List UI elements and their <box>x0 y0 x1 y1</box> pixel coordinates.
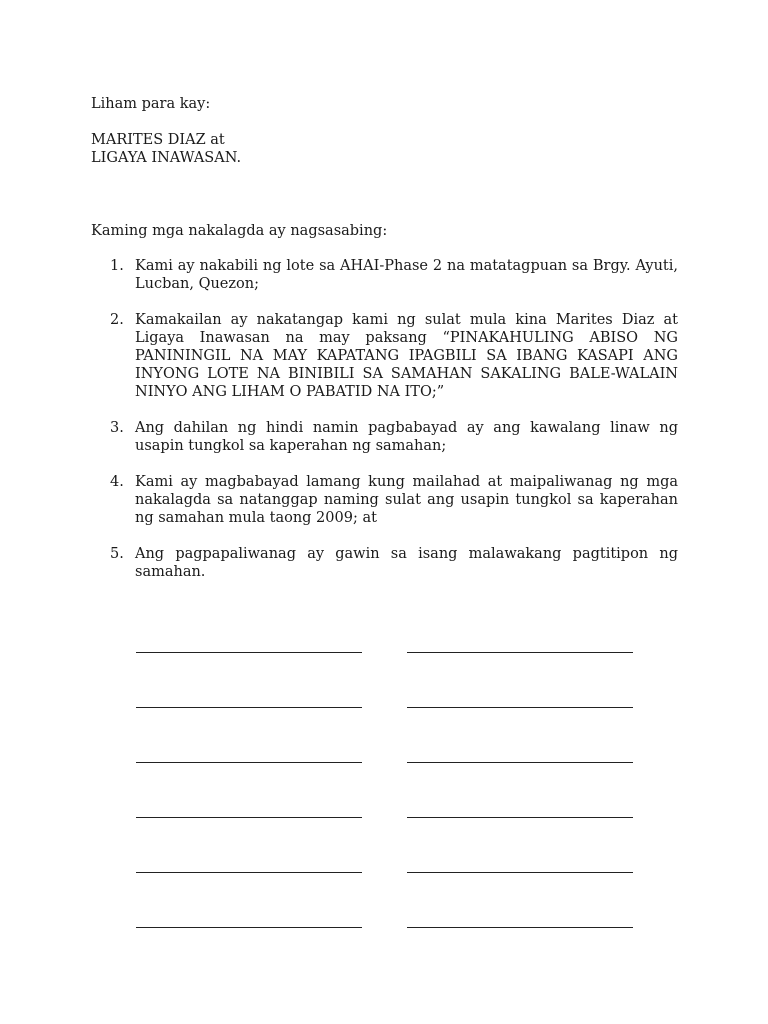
statement-number: 2. <box>110 312 124 328</box>
signature-row <box>136 817 634 872</box>
signature-line <box>407 817 633 818</box>
addressee-name-2: LIGAYA INAWASAN. <box>91 150 242 166</box>
intro-text: Kaming mga nakalagda ay nagsasabing: <box>91 223 388 239</box>
statement-item <box>110 545 678 581</box>
statement-number: 3. <box>110 420 124 436</box>
statement-number: 4. <box>110 474 124 490</box>
statement-number: 5. <box>110 546 124 562</box>
signature-line <box>407 652 633 653</box>
signature-line <box>136 652 362 653</box>
signature-row <box>136 762 634 817</box>
signature-line <box>136 927 362 928</box>
signature-row <box>136 707 634 762</box>
signature-line <box>136 707 362 708</box>
addressee-name-1: MARITES DIAZ at <box>91 132 225 148</box>
statement-item <box>110 473 678 527</box>
statement-item <box>110 257 678 293</box>
signature-row <box>136 872 634 927</box>
statement-text: Kami ay nakabili ng lote sa AHAI-Phase 2 na matatagpuan sa Brgy. Ayuti, Lucban, Quezon; <box>135 258 678 292</box>
signature-line <box>136 817 362 818</box>
signature-row <box>136 927 634 982</box>
addressee-block <box>91 95 651 167</box>
statement-text: Ang dahilan ng hindi namin pagbabayad ay ang kawalang linaw ng usapin tungkol sa kaperahan ng samahan; <box>135 420 678 454</box>
statement-list <box>110 257 678 599</box>
statement-text: Kamakailan ay nakatangap kami ng sulat mula kina Marites Diaz at Ligaya Inawasan na may paksang “PINAKAHULING ABISO NG PANININGIL NA MAY KAPATANG IPAGBILI SA IBANG KASAPI ANG INYONG LOTE NA BINIBILI SA SAMAHAN SAKALING BALE-WALAIN NINYO ANG LIHAM O PABATID NA ITO;” <box>135 312 678 400</box>
signature-line <box>136 762 362 763</box>
statement-item <box>110 419 678 455</box>
signature-row <box>136 652 634 707</box>
statement-text: Kami ay magbabayad lamang kung mailahad at maipaliwanag ng mga nakalagda sa natanggap naming sulat ang usapin tungkol sa kaperahan ng samahan mula taong 2009; at <box>135 474 678 526</box>
signature-line <box>407 927 633 928</box>
signature-grid <box>136 652 634 982</box>
statement-number: 1. <box>110 258 124 274</box>
salutation: Liham para kay: <box>91 96 211 112</box>
signature-line <box>136 872 362 873</box>
signature-line <box>407 762 633 763</box>
statement-item <box>110 311 678 401</box>
signature-line <box>407 872 633 873</box>
signature-line <box>407 707 633 708</box>
statement-text: Ang pagpapaliwanag ay gawin sa isang malawakang pagtitipon ng samahan. <box>135 546 678 580</box>
